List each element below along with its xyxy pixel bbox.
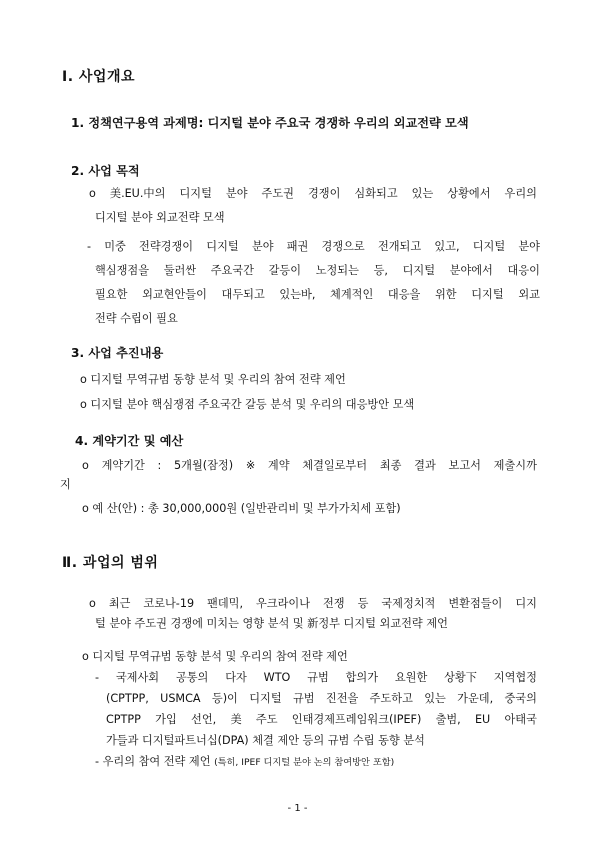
project-title-heading: 1. 정책연구용역 과제명: 디지털 분야 주요국 경쟁하 우리의 외교전략 모색 bbox=[71, 116, 469, 130]
scope-dash-1-line-3: CPTPP 가입 선언, 美 주도 인태경제프레임워크(IPEF) 출범, EU 아태국 bbox=[106, 713, 537, 726]
purpose-bullet-line-2: 디지털 분야 외교전략 모색 bbox=[95, 211, 225, 224]
contract-heading: 4. 계약기간 및 예산 bbox=[75, 434, 184, 448]
purpose-dash-line-1: - 미중 전략경쟁이 디지털 분야 패권 경쟁으로 전개되고 있고, 디지털 분야 bbox=[87, 240, 540, 253]
scope-dash-2 bbox=[95, 755, 394, 770]
purpose-dash-line-3: 필요한 외교현안들이 대두되고 있는바, 체계적인 대응을 위한 디지털 외교 bbox=[95, 288, 540, 301]
contents-heading: 3. 사업 추진내용 bbox=[71, 346, 164, 360]
contents-bullet-2: o 디지털 분야 핵심쟁점 주요국간 갈등 분석 및 우리의 대응방안 모색 bbox=[80, 398, 415, 411]
purpose-bullet-line-1: o 美.EU.中의 디지털 분야 주도권 경쟁이 심화되고 있는 상황에서 우리의 bbox=[89, 187, 537, 200]
budget-line: o 예 산(안) : 총 30,000,000원 (일반관리비 및 부가가치세 포함) bbox=[82, 502, 401, 515]
contents-bullet-1: o 디지털 무역규범 동향 분석 및 우리의 참여 전략 제언 bbox=[80, 373, 346, 386]
purpose-dash-line-2: 핵심쟁점을 둘러싼 주요국간 갈등이 노정되는 등, 디지털 분야에서 대응이 bbox=[95, 264, 540, 277]
scope-dash-2-main: - 우리의 참여 전략 제언 bbox=[95, 755, 211, 768]
scope-dash-2-note: (특히, IPEF 디지털 분야 논의 참여방안 포함) bbox=[214, 757, 395, 768]
scope-bullet-2: o 디지털 무역규범 동향 분석 및 우리의 참여 전략 제언 bbox=[82, 650, 348, 663]
purpose-dash-line-4: 전략 수립이 필요 bbox=[95, 312, 178, 325]
purpose-heading: 2. 사업 목적 bbox=[71, 164, 140, 178]
page-number: - 1 - bbox=[287, 803, 308, 814]
contract-period-line-1: o 계약기간 : 5개월(잠정) ※ 계약 체결일로부터 최종 결과 보고서 제출시까 bbox=[82, 459, 537, 472]
section-1-title: Ⅰ. 사업개요 bbox=[62, 69, 135, 85]
scope-dash-1-line-2: (CPTPP, USMCA 등)이 디지털 규범 진전을 주도하고 있는 가운데, 중국의 bbox=[106, 692, 537, 705]
contract-period-line-2: 지 bbox=[60, 478, 71, 491]
section-2-title: Ⅱ. 과업의 범위 bbox=[62, 555, 159, 571]
scope-dash-1-line-1: - 국제사회 공통의 다자 WTO 규범 합의가 요원한 상황下 지역협정 bbox=[95, 671, 537, 684]
scope-bullet-1-line-1: o 최근 코로나-19 팬데믹, 우크라이나 전쟁 등 국제정치적 변환점들이 디지 bbox=[89, 597, 537, 610]
scope-dash-1-line-4: 가들과 디지털파트너십(DPA) 체결 제안 등의 규범 수립 동향 분석 bbox=[106, 734, 425, 747]
scope-bullet-1-line-2: 털 분야 주도권 경쟁에 미치는 영향 분석 및 新정부 디지털 외교전략 제언 bbox=[95, 617, 448, 630]
